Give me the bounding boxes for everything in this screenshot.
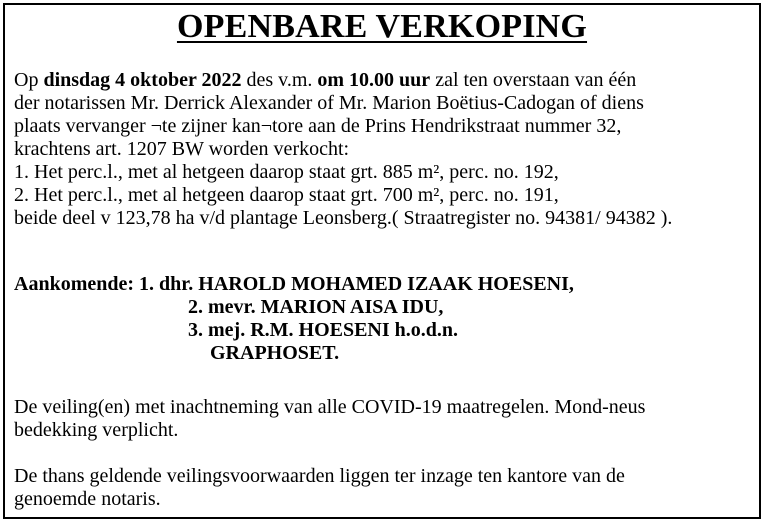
buyer-3: 3. mej. R.M. HOESENI h.o.d.n. — [188, 319, 459, 341]
sale-line-2: der notarissen Mr. Derrick Alexander of Mr. Marion Boëtius-Cadogan of diens — [14, 92, 644, 114]
covid-line-2: bedekking verplicht. — [14, 419, 179, 441]
terms-paragraph — [14, 465, 753, 511]
parcel-2: 2. Het perc.l., met al hetgeen daarop staat grt. 700 m², perc. no. 191, — [14, 184, 559, 206]
sale-line-3: plaats vervanger ¬te zijner kan¬tore aan de Prins Hendrikstraat nummer 32, — [14, 115, 622, 137]
terms-line-1: De thans geldende veilingsvoorwaarden liggen ter inzage ten kantore van de — [14, 465, 625, 487]
sale-paragraph — [14, 69, 753, 230]
buyers-list — [14, 273, 574, 365]
sale-line-1 — [14, 69, 753, 92]
covid-line-1: De veiling(en) met inachtneming van alle COVID-19 maatregelen. Mond-neus — [14, 396, 646, 418]
sale-intro: Op — [14, 69, 44, 91]
covid-paragraph — [14, 396, 753, 442]
sale-line-1-rest: zal ten overstaan van één — [430, 69, 637, 91]
sale-time: om 10.00 uur — [317, 69, 431, 91]
sale-line-4: krachtens art. 1207 BW worden verkocht: — [14, 138, 350, 160]
buyer-row-1 — [14, 273, 574, 296]
buyer-2: 2. mevr. MARION AISA IDU, — [188, 296, 444, 318]
sale-date: dinsdag 4 oktober 2022 — [43, 69, 242, 91]
notice-title: OPENBARE VERKOPING — [176, 8, 588, 45]
buyer-1: 1. dhr. HAROLD MOHAMED IZAAK HOESENI, — [139, 273, 574, 295]
auction-notice — [3, 3, 761, 519]
parcel-1: 1. Het perc.l., met al hetgeen daarop staat grt. 885 m², perc. no. 192, — [14, 161, 559, 183]
terms-line-2: genoemde notaris. — [14, 488, 161, 510]
buyers-label: Aankomende: — [14, 273, 140, 295]
buyer-3-trade-name: GRAPHOSET. — [210, 342, 340, 364]
sale-time-prefix: des v.m. — [241, 69, 318, 91]
parcel-location: beide deel v 123,78 ha v/d plantage Leonsberg.( Straatregister no. 94381/ 94382 ). — [14, 207, 673, 229]
